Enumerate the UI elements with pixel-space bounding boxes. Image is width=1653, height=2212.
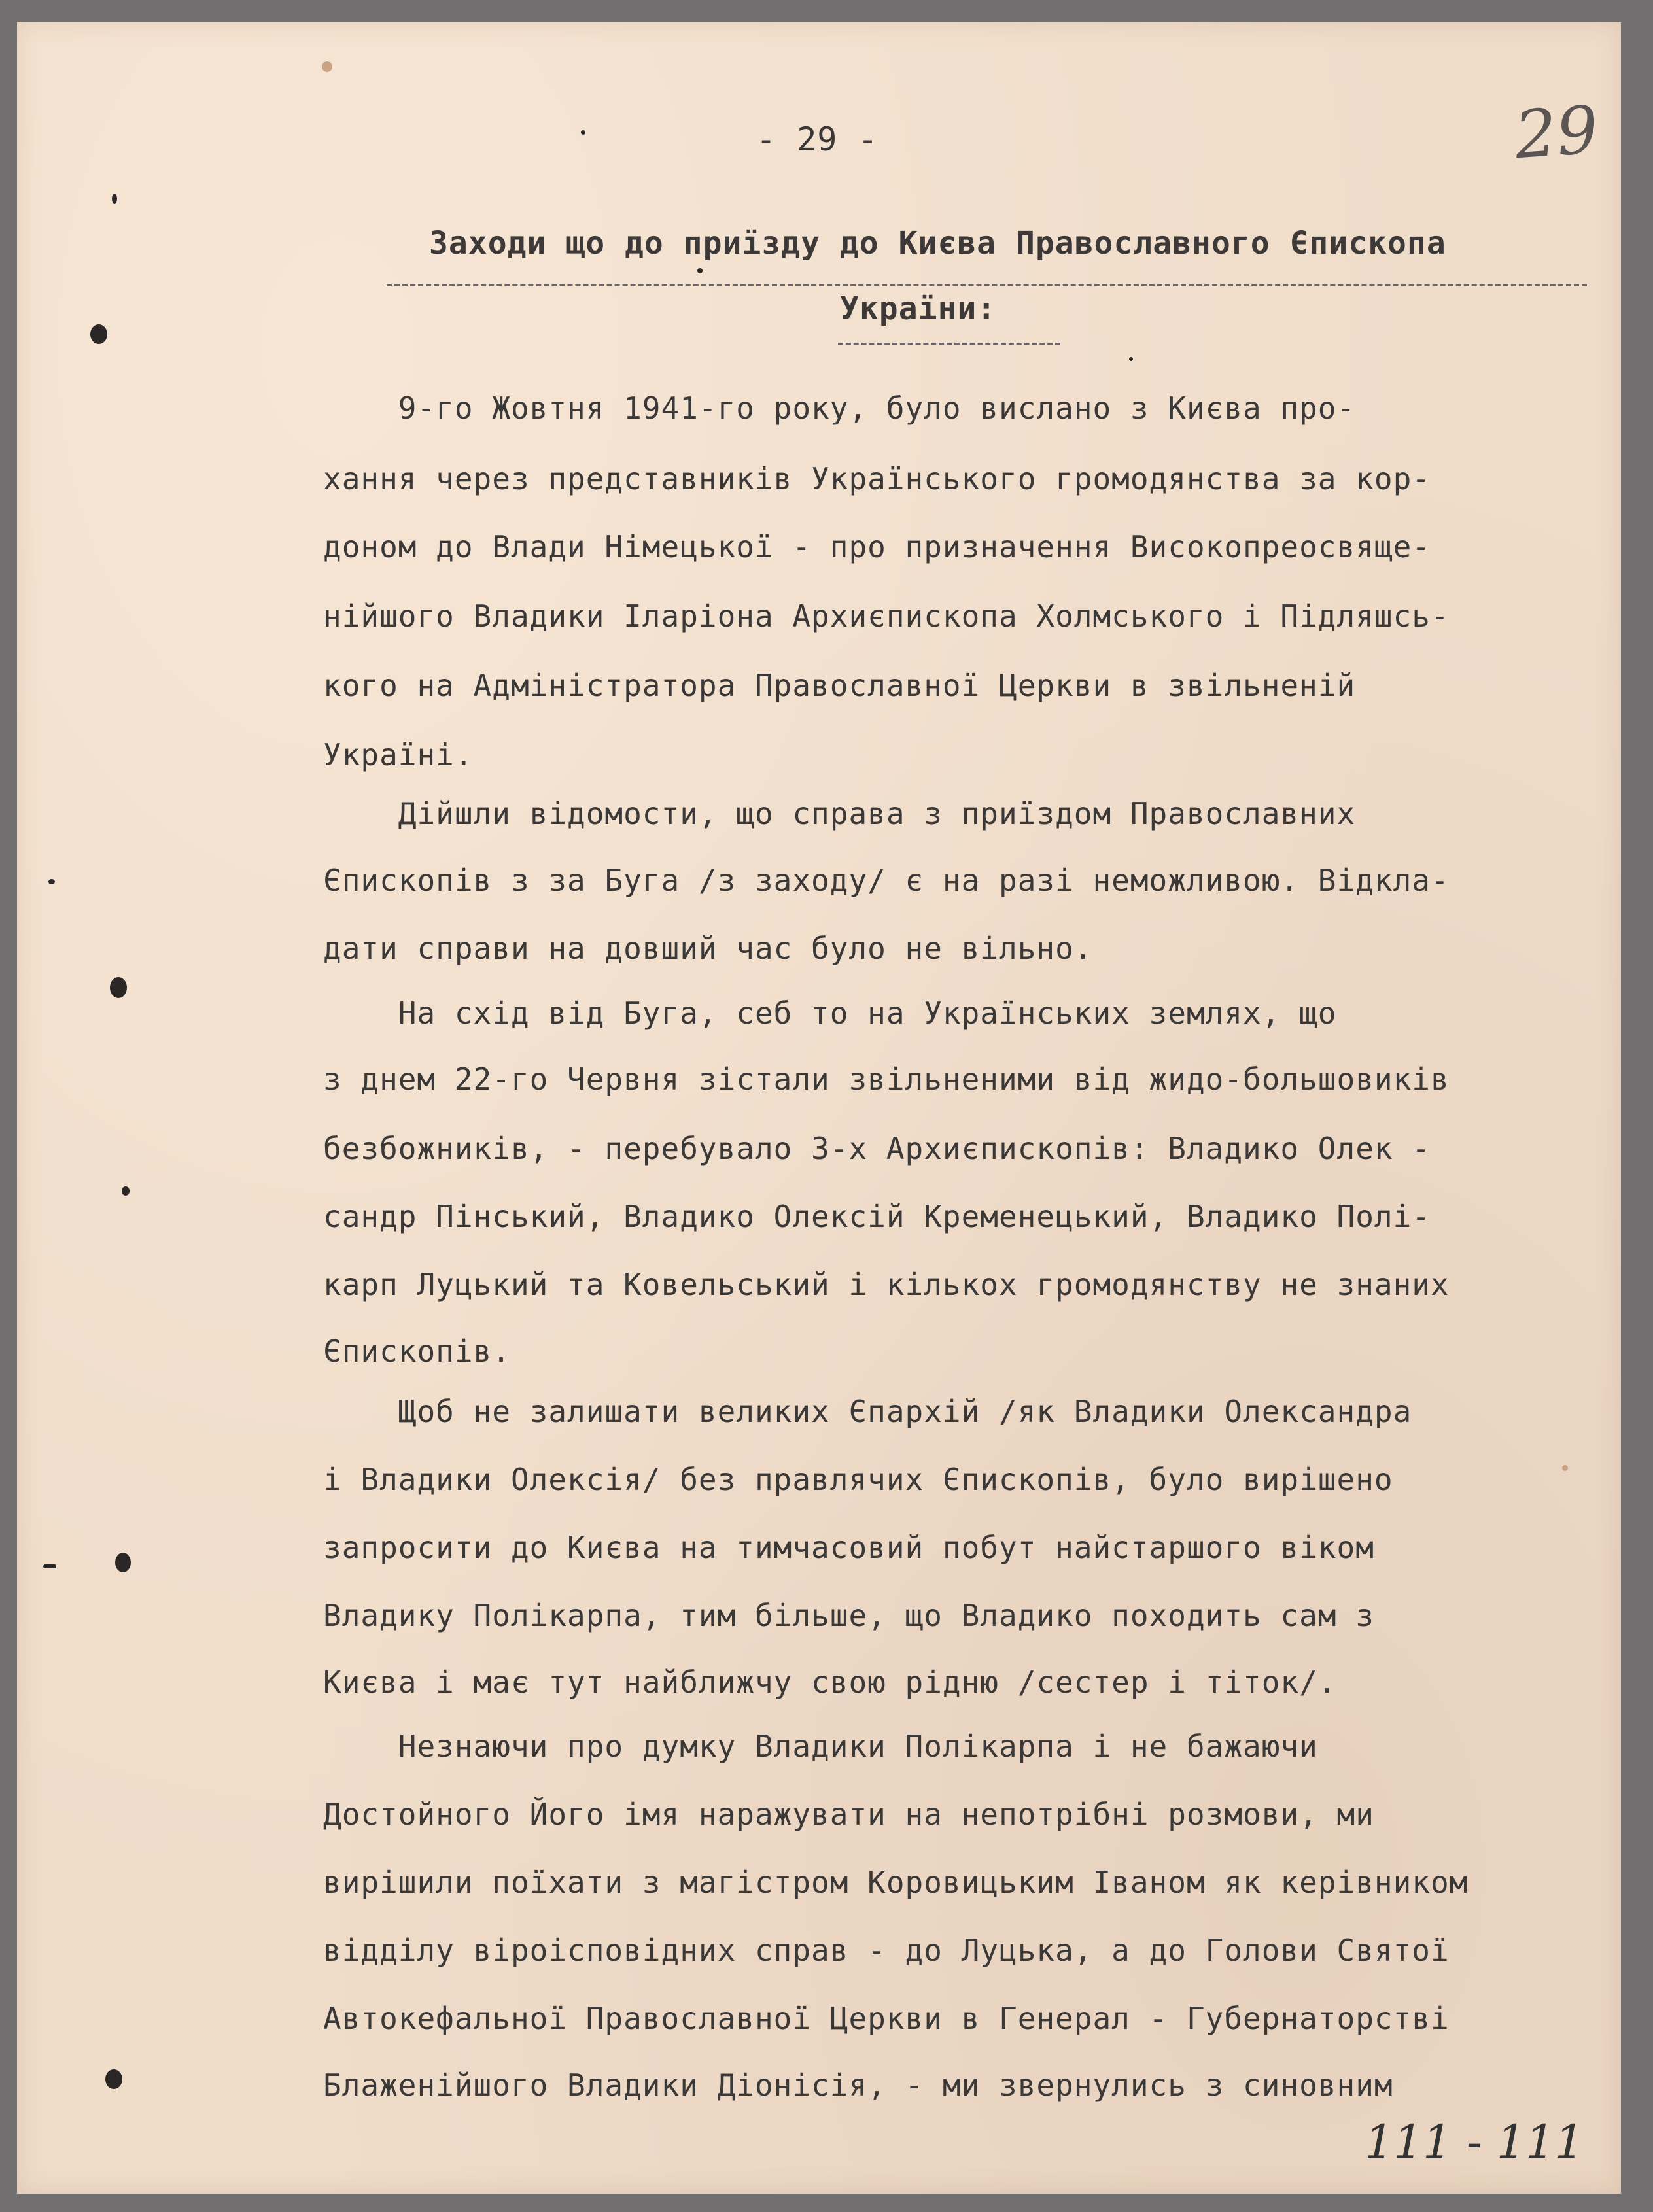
ink-blot <box>110 977 127 998</box>
body-line: Владику Полікарпа, тим більше, що Владико походить сам з <box>323 1598 1374 1633</box>
ink-blot <box>43 1564 56 1568</box>
body-line: і Владики Олексія/ без правлячих Єпископів, було вирішено <box>323 1462 1393 1497</box>
body-line: відділу віроісповідних справ - до Луцька, а до Голови Святої <box>323 1933 1450 1968</box>
body-line: Дійшли відомости, що справа з приїздом Православних <box>323 796 1356 831</box>
body-line: Києва і має тут найближчу свою рідню /сестер і тіток/. <box>323 1665 1337 1700</box>
title-underline-2 <box>838 343 1060 345</box>
body-line: карп Луцький та Ковельський і кількох громодянству не знаних <box>323 1267 1450 1302</box>
body-line: з днем 22-го Червня зістали звільненими від жидо-большовиків <box>323 1062 1450 1097</box>
body-line: На схід від Буга, себ то на Українських землях, що <box>323 995 1337 1031</box>
ink-speck <box>697 268 703 273</box>
body-line: Єпископів з за Буга /з заходу/ є на разі неможливою. Відкла- <box>323 863 1450 898</box>
body-line: Незнаючи про думку Владики Полікарпа і не бажаючи <box>323 1729 1318 1764</box>
body-line: доном до Влади Німецької - про призначення Високопреосвяще- <box>323 529 1431 564</box>
handwritten-folio-number: 29 <box>1512 91 1601 174</box>
ink-blot <box>115 1553 131 1572</box>
body-line: нійшого Владики Іларіона Архиєпископа Холмського і Підляшсь- <box>323 598 1450 634</box>
ink-blot <box>112 194 117 204</box>
body-line: Автокефальної Православної Церкви в Генерал - Губернаторстві <box>323 2001 1450 2036</box>
document-title-line-2: України: <box>840 290 997 327</box>
body-line: запросити до Києва на тимчасовий побут найстаршого віком <box>323 1530 1374 1565</box>
body-line: дати справи на довший час було не вільно. <box>323 931 1093 966</box>
body-line: хання через представників Українського громодянства за кор- <box>323 461 1431 496</box>
page-number: - 29 - <box>756 120 879 158</box>
body-line: 9-го Жовтня 1941-го року, було вислано з Києва про- <box>323 390 1356 426</box>
body-line: Щоб не залишати великих Єпархій /як Владики Олександра <box>323 1394 1412 1429</box>
ink-speck <box>1129 357 1133 361</box>
paper-stain <box>322 61 332 72</box>
ink-blot <box>122 1186 130 1196</box>
body-line: вирішили поїхати з магістром Коровицьким Іваном як керівником <box>323 1865 1469 1900</box>
document-title-line-1: Заходи що до приїзду до Києва Православного Єпископа <box>429 225 1446 262</box>
document-page <box>17 22 1621 2194</box>
ink-blot <box>90 324 107 344</box>
paper-stain <box>1562 1465 1568 1471</box>
title-underline-1 <box>387 284 1587 286</box>
body-line: Блаженійшого Владики Діонісія, - ми звернулись з синовним <box>323 2067 1393 2103</box>
ink-blot <box>105 2069 122 2089</box>
body-line: кого на Адміністратора Православної Церкви в звільненій <box>323 668 1356 703</box>
handwritten-reference-number: 111 - 111 <box>1365 2115 1584 2169</box>
body-line: сандр Пінський, Владико Олексій Кременецький, Владико Полі- <box>323 1199 1431 1234</box>
body-line: Єпископів. <box>323 1334 511 1369</box>
body-line: безбожників, - перебувало 3-х Архиєпископів: Владико Олек - <box>323 1131 1431 1166</box>
body-line: Україні. <box>323 737 474 772</box>
body-line: Достойного Його імя наражувати на непотрібні розмови, ми <box>323 1797 1374 1832</box>
ink-blot <box>48 879 55 884</box>
ink-speck <box>581 130 585 135</box>
